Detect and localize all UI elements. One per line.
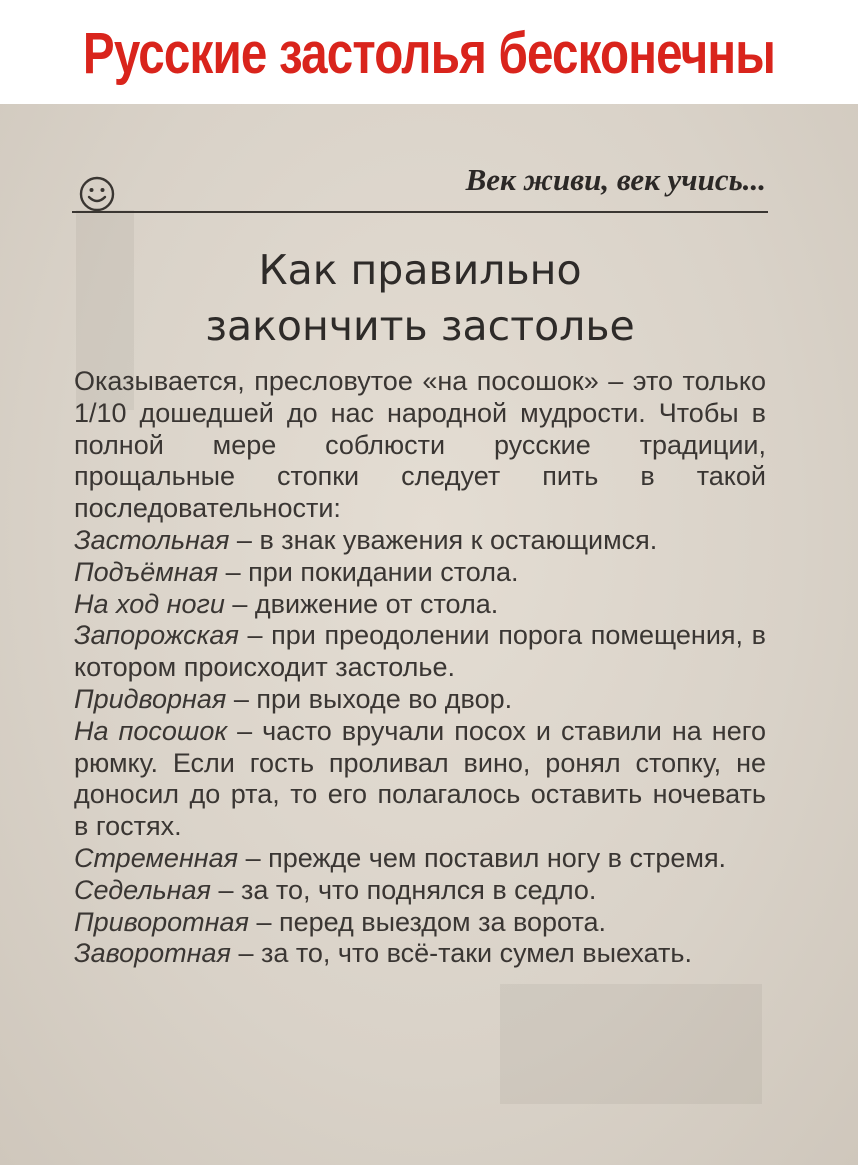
toast-description: – при выходе во двор. [226,683,513,714]
toast-description: – в знак уважения к остающимся. [229,524,658,555]
list-item [74,557,766,589]
toast-term: Заворотная [74,938,231,969]
toast-description: – за то, что всё-таки сумел выехать. [230,938,692,969]
newspaper-photo [0,104,858,1165]
section-label: Век живи, век учись... [465,162,766,197]
toast-term: Стременная [74,842,239,873]
list-item [74,843,766,875]
list-item [74,907,766,939]
toast-description: – за то, что поднялся в седло. [210,874,597,905]
header-banner [0,0,858,104]
show-through-column [500,984,762,1104]
article-intro: Оказывается, пресловутое «на посошок» – это только 1/10 дошедшей до нас народной мудрости. Чтобы в полной мере соблюсти русские традиции, прощальные стопки следует пить в такой последовательности: [74,366,766,524]
toast-term: На ход ноги [74,588,225,619]
list-item [74,684,766,716]
toast-description: – часто вручали посох и ставили на него рюмку. Если гость проливал вино, ронял стопку, не доносил до рта, то его полагалось оставить ночевать в гостях. [74,715,766,842]
toast-description: – при преодолении порога помещения, в котором происходит застолье. [74,620,766,683]
toast-term: Придворная [74,683,227,714]
toast-term: Застольная [74,524,230,555]
article-title [100,242,740,354]
toast-term: На посошок [74,715,228,746]
article-title-line: Как правильно [258,246,582,294]
toast-description: – движение от стола. [224,588,499,619]
list-item [74,620,766,684]
toast-term: Седельная [74,874,211,905]
toast-description: – прежде чем поставил ногу в стремя. [238,842,727,873]
list-item [74,589,766,621]
article-body [74,366,766,970]
article-title-line: закончить застолье [205,302,635,350]
toast-description: – при покидании стола. [218,556,519,587]
toast-term: Запорожская [74,620,239,651]
toast-term: Подъёмная [74,556,219,587]
list-item [74,525,766,557]
section-divider [72,211,768,213]
list-item [74,875,766,907]
list-item [74,716,766,843]
list-item [74,938,766,970]
toast-description: – перед выездом за ворота. [248,906,607,937]
header-title: Русские застолья бесконечны [82,21,776,86]
smiley-icon [78,175,116,213]
toast-term: Приворотная [74,906,249,937]
